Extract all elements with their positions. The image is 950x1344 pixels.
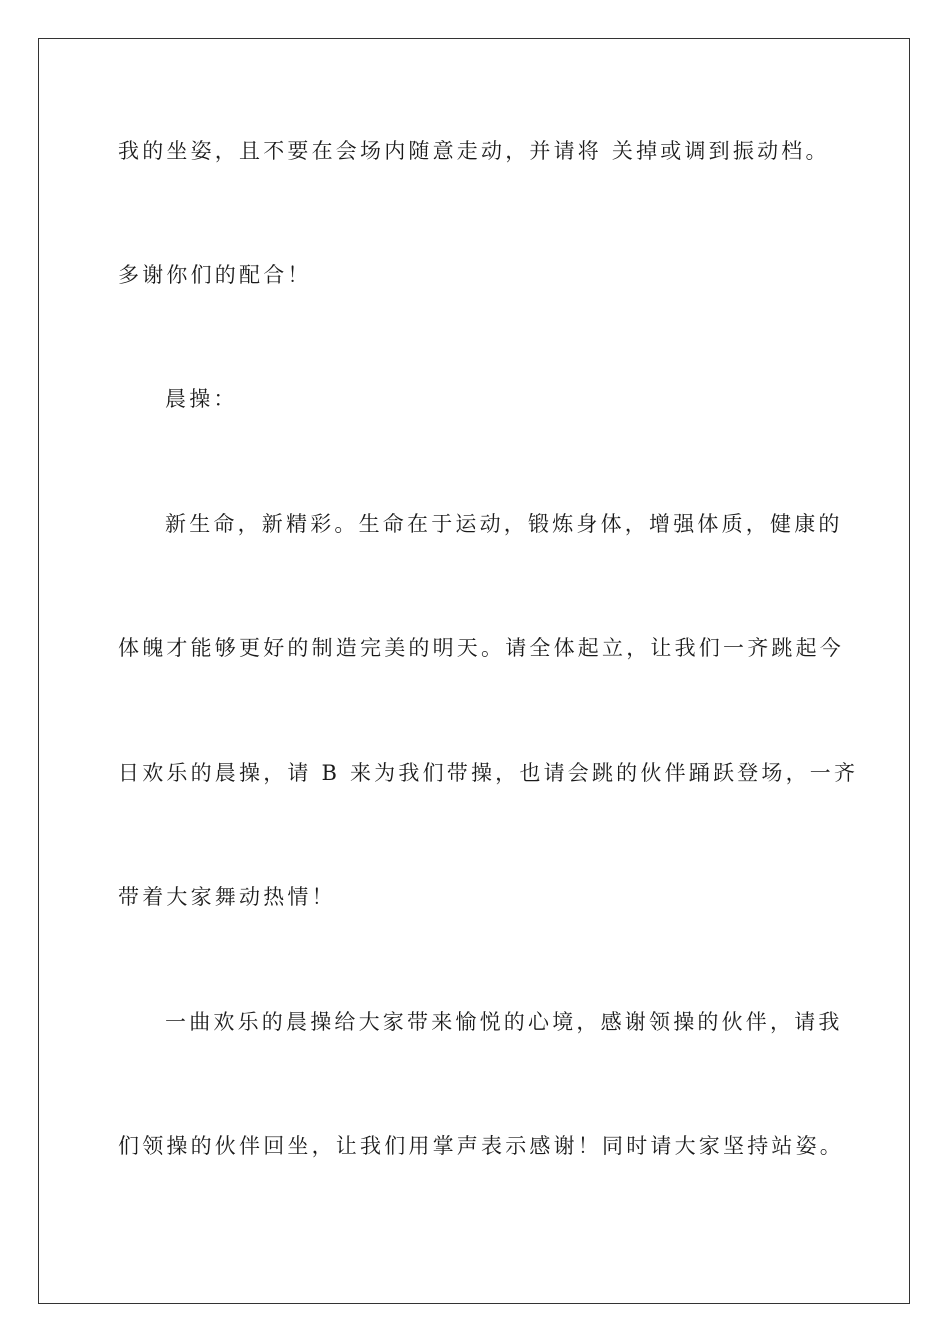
section-heading-morning-exercise: 晨操： <box>165 387 238 411</box>
text-line-2: 多谢你们的配合！ <box>118 263 312 287</box>
text-line-4: 新生命，新精彩。生命在于运动，锻炼身体，增强体质，健康的 <box>165 512 843 536</box>
text-line-8: 一曲欢乐的晨操给大家带来愉悦的心境，感谢领操的伙伴，请我 <box>165 1010 843 1034</box>
page-border <box>38 38 910 1304</box>
text-line-1: 我的坐姿，且不要在会场内随意走动，并请将 关掉或调到振动档。 <box>118 139 830 163</box>
text-line-9: 们领操的伙伴回坐，让我们用掌声表示感谢！同时请大家坚持站姿。 <box>118 1134 844 1158</box>
text-line-6: 日欢乐的晨操，请 B 来为我们带操，也请会跳的伙伴踊跃登场，一齐 <box>118 761 859 785</box>
text-line-5: 体魄才能够更好的制造完美的明天。请全体起立，让我们一齐跳起今 <box>118 636 844 660</box>
text-line-7: 带着大家舞动热情！ <box>118 885 336 909</box>
